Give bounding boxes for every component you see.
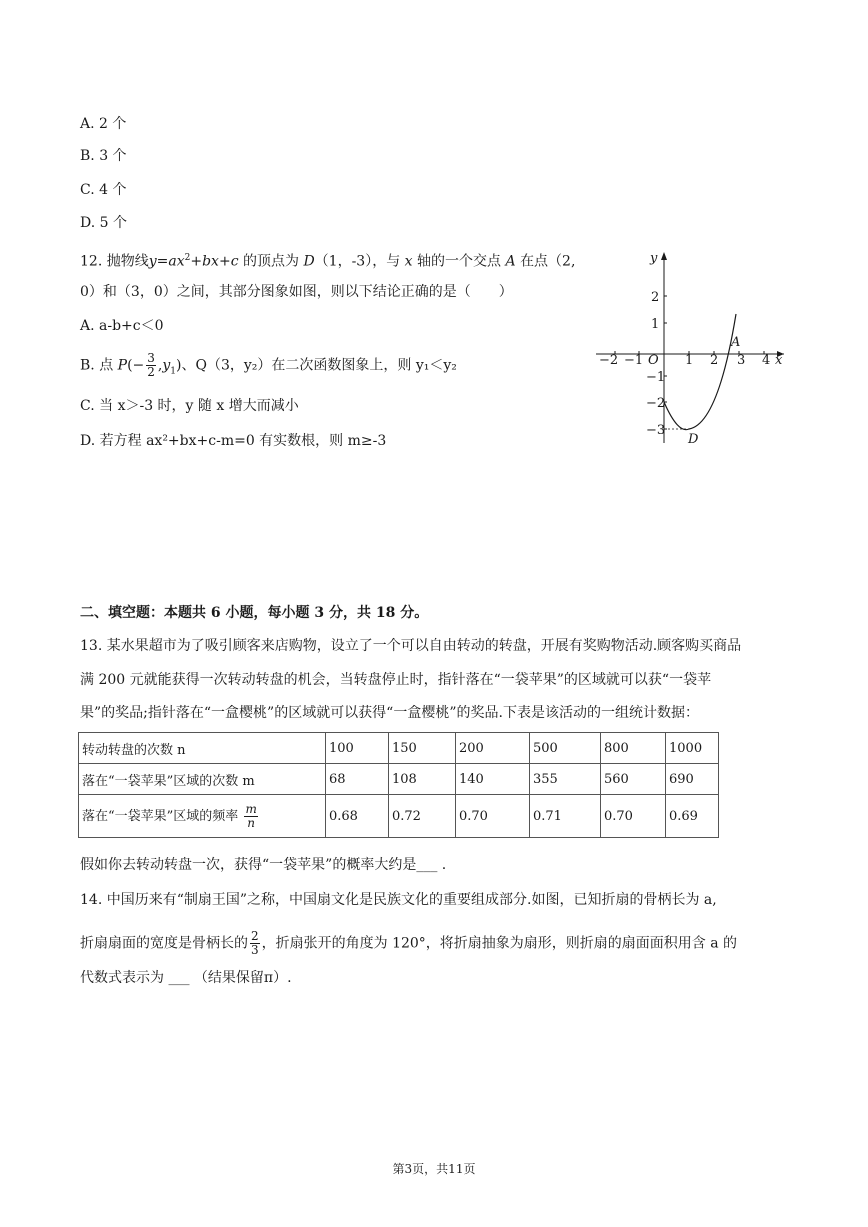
option-c: C. 4 个 xyxy=(80,182,127,198)
option-a: A. 2 个 xyxy=(80,116,127,132)
q12-option-d: D. 若方程 ax²+bx+c-m=0 有实数根，则 m≥-3 xyxy=(80,433,387,449)
q13-stem-line3: 果”的奖品;指针落在“一盒樱桃”的区域就可以获得“一盒樱桃”的奖品.下表是该活动的一组统计数据： xyxy=(80,705,699,721)
q12-option-a: A. a-b+c＜0 xyxy=(80,318,164,334)
table-cell: 0.70 xyxy=(456,795,530,838)
y-tick-label: −3 xyxy=(646,423,666,438)
x-tick-label: −1 xyxy=(624,353,644,368)
table-cell: 0.72 xyxy=(389,795,456,838)
x-axis-label: x xyxy=(775,353,783,368)
table-cell: 140 xyxy=(456,764,530,795)
q12-option-b: B. 点 P(− $\frac{3}{2}$ $,y_1$)、Q（3，y₂）在二次函数图象上，则 y₁＜y₂ xyxy=(80,351,457,379)
q12-stem-line2: 0）和（3，0）之间，其部分图象如图，则以下结论正确的是（ ） xyxy=(80,284,513,300)
page-footer: 第3页，共11页 xyxy=(392,1162,476,1176)
table-cell: 200 xyxy=(456,733,530,764)
x-tick-label: 1 xyxy=(685,353,694,368)
parabola-curve xyxy=(664,314,736,430)
parabola-graph xyxy=(588,248,788,448)
table-cell: 150 xyxy=(389,733,456,764)
table-cell: 690 xyxy=(666,764,719,795)
q12-stem-line1: 12. 抛物线$y=ax^2+bx+c$ 的顶点为 D（1，-3），与 x 轴的一个交点 A 在点（2, xyxy=(80,253,576,270)
option-d: D. 5 个 xyxy=(80,215,127,231)
table-cell: 108 xyxy=(389,764,456,795)
x-tick-label: −2 xyxy=(599,353,619,368)
table-row xyxy=(79,795,719,838)
table-cell: 0.70 xyxy=(601,795,666,838)
x-tick-label: 4 xyxy=(762,353,771,368)
fraction: $\frac{3}{2}$ xyxy=(147,351,155,379)
q13-question: 假如你去转动转盘一次，获得“一袋苹果”的概率大约是___ . xyxy=(80,857,447,873)
y-tick-label: 2 xyxy=(651,290,660,305)
point-a-label: A xyxy=(731,335,741,350)
y-axis-arrow xyxy=(661,252,667,260)
option-b: B. 3 个 xyxy=(80,148,127,164)
table-cell: 355 xyxy=(530,764,601,795)
table-cell: 500 xyxy=(530,733,601,764)
table-row xyxy=(79,733,719,764)
x-tick-label: 2 xyxy=(710,353,719,368)
y-tick-label: −1 xyxy=(646,370,666,385)
y-axis-label: y xyxy=(650,251,658,266)
row-label: 转动转盘的次数 n xyxy=(79,733,326,764)
table-cell: 0.69 xyxy=(666,795,719,838)
table-cell: 800 xyxy=(601,733,666,764)
q14-stem-line3: 代数式表示为 ___ （结果保留π）. xyxy=(80,970,292,986)
x-tick-label: 3 xyxy=(737,353,746,368)
q12-option-c: C. 当 x＞-3 时，y 随 x 增大而减小 xyxy=(80,398,299,414)
table-cell: 1000 xyxy=(666,733,719,764)
table-cell: 560 xyxy=(601,764,666,795)
statistics-table xyxy=(78,732,719,838)
row-label: 落在“一袋苹果”区域的频率 $\frac{m}{n}$ xyxy=(79,795,326,838)
fraction: $\frac{2}{3}$ xyxy=(251,929,259,957)
table-cell: 68 xyxy=(326,764,389,795)
row-label: 落在“一袋苹果”区域的次数 m xyxy=(79,764,326,795)
q13-stem-line1: 13. 某水果超市为了吸引顾客来店购物，设立了一个可以自由转动的转盘，开展有奖购物活动.顾客购买商品 xyxy=(80,638,742,654)
origin-label: O xyxy=(648,353,659,368)
section-heading: 二、填空题：本题共 6 小题，每小题 3 分，共 18 分。 xyxy=(80,605,429,621)
table-cell: 0.68 xyxy=(326,795,389,838)
table-cell: 100 xyxy=(326,733,389,764)
q14-stem-line2: 折扇扇面的宽度是骨柄长的 $\frac{2}{3}$ ，折扇张开的角度为 120°，将折扇抽象为扇形，则折扇的扇面面积用含 a 的 xyxy=(80,929,738,957)
table-cell: 0.71 xyxy=(530,795,601,838)
table-row xyxy=(79,764,719,795)
q14-stem-line1: 14. 中国历来有“制扇王国”之称，中国扇文化是民族文化的重要组成部分.如图，已知折扇的骨柄长为 a, xyxy=(80,892,717,908)
fraction: $\frac{m}{n}$ xyxy=(245,801,257,830)
y-tick-label: −2 xyxy=(646,396,666,411)
q13-stem-line2: 满 200 元就能获得一次转动转盘的机会，当转盘停止时，指针落在“一袋苹果”的区域就可以获“一袋苹 xyxy=(80,672,712,688)
point-d-label: D xyxy=(688,432,699,447)
y-tick-label: 1 xyxy=(651,317,660,332)
